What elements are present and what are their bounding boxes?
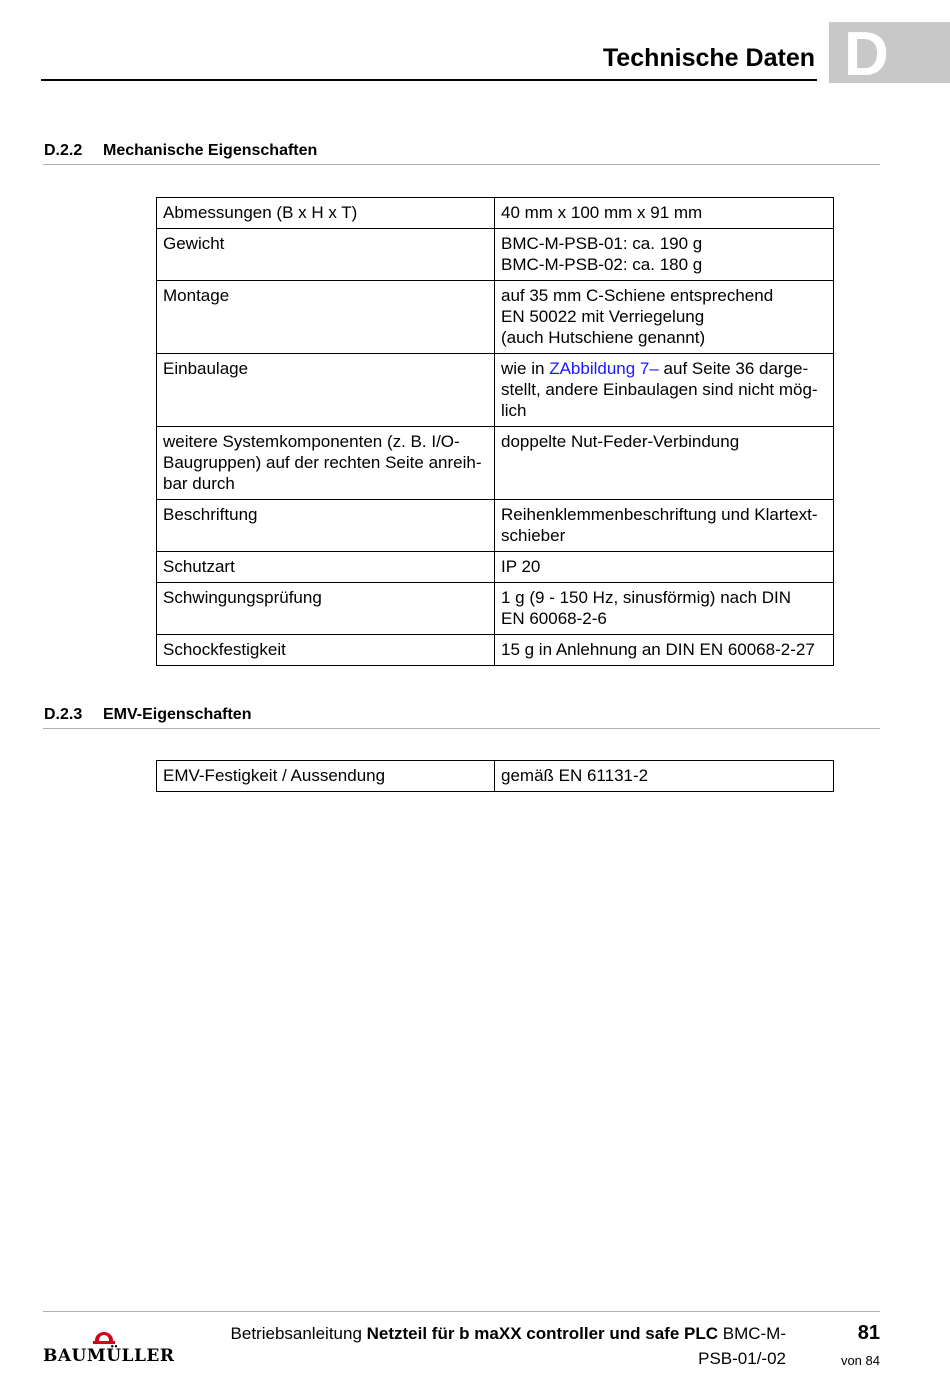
value-cell — [495, 281, 834, 354]
value-line: auf 35 mm C-Schiene entsprechend — [501, 286, 774, 305]
value-line: stellt, andere Einbaulagen sind nicht mög- — [501, 380, 818, 399]
value-cell — [495, 354, 834, 427]
section-heading-emv — [44, 706, 251, 724]
value-text: wie in — [501, 359, 550, 378]
footer-line: PSB-01/-02 — [698, 1349, 786, 1368]
value-cell — [495, 500, 834, 552]
value-line: 40 mm x 100 mm x 91 mm — [501, 203, 703, 222]
value-line: (auch Hutschiene genannt) — [501, 328, 706, 347]
page-header-title: Technische Daten — [602, 44, 815, 72]
value-cell — [495, 635, 834, 666]
value-line: 15 g in Anlehnung an DIN EN 60068-2-27 — [501, 640, 815, 659]
footer-text: BMC-M- — [718, 1324, 786, 1343]
mechanical-properties-table — [156, 197, 834, 666]
emv-properties-table — [156, 760, 834, 792]
property-cell: Gewicht — [157, 229, 495, 281]
section-rule — [43, 728, 880, 729]
table-row — [157, 583, 834, 635]
section-number: D.2.2 — [44, 142, 83, 159]
value-line: IP 20 — [501, 557, 541, 576]
page-number: 81 — [857, 1322, 880, 1344]
table-row — [157, 427, 834, 500]
table-row — [157, 281, 834, 354]
value-line: Reihenklemmenbeschriftung und Klartext- — [501, 505, 818, 524]
header-rule — [41, 79, 817, 81]
footer-line — [186, 1321, 786, 1346]
value-cell — [495, 229, 834, 281]
section-title: EMV-Eigenschaften — [103, 706, 252, 723]
section-number: D.2.3 — [44, 706, 83, 723]
page-total: von 84 — [840, 1353, 880, 1368]
value-line: lich — [501, 401, 527, 420]
property-cell: Schwingungsprüfung — [157, 583, 495, 635]
footer-rule — [43, 1311, 880, 1312]
figure-reference-link[interactable]: ZAbbildung 7– — [549, 359, 659, 378]
value-text: auf Seite 36 darge- — [658, 359, 809, 378]
chapter-letter: D — [844, 20, 889, 89]
logo-text: BAUMÜLLER — [43, 1346, 175, 1366]
value-cell — [495, 198, 834, 229]
value-line: EN 60068-2-6 — [501, 609, 607, 628]
table-row — [157, 198, 834, 229]
property-cell: Schutzart — [157, 552, 495, 583]
property-cell — [157, 427, 495, 500]
section-title: Mechanische Eigenschaften — [103, 142, 318, 159]
property-line: weitere Systemkomponenten (z. B. I/O- — [163, 432, 460, 451]
value-line: 1 g (9 - 150 Hz, sinusförmig) nach DIN — [501, 588, 792, 607]
table-row — [157, 552, 834, 583]
table-row — [157, 354, 834, 427]
value-cell — [495, 427, 834, 500]
property-cell: Montage — [157, 281, 495, 354]
table-row — [157, 635, 834, 666]
property-cell: Beschriftung — [157, 500, 495, 552]
property-cell: Schockfestigkeit — [157, 635, 495, 666]
table-row — [157, 500, 834, 552]
value-line: doppelte Nut-Feder-Verbindung — [501, 432, 740, 451]
value-line: BMC-M-PSB-01: ca. 190 g — [501, 234, 703, 253]
table-row — [157, 229, 834, 281]
table-row — [157, 761, 834, 792]
property-line: Baugruppen) auf der rechten Seite anreih- — [163, 453, 482, 472]
value-line: schieber — [501, 526, 566, 545]
logo-mark-icon — [93, 1332, 115, 1344]
property-cell: Abmessungen (B x H x T) — [157, 198, 495, 229]
value-line: gemäß EN 61131-2 — [501, 766, 649, 785]
property-line: bar durch — [163, 474, 235, 493]
section-heading-mechanical — [44, 142, 317, 160]
value-line: EN 50022 mit Verriegelung — [501, 307, 705, 326]
value-cell — [495, 761, 834, 792]
footer-text: Betriebsanleitung — [230, 1324, 367, 1343]
value-line — [501, 358, 827, 379]
value-cell — [495, 552, 834, 583]
value-cell — [495, 583, 834, 635]
value-line: BMC-M-PSB-02: ca. 180 g — [501, 255, 703, 274]
property-cell: Einbaulage — [157, 354, 495, 427]
section-rule — [43, 164, 880, 165]
footer-product-name: Netzteil für b maXX controller und safe PLC — [366, 1324, 719, 1343]
property-cell: EMV-Festigkeit / Aussendung — [157, 761, 495, 792]
footer-document-title — [186, 1321, 786, 1371]
